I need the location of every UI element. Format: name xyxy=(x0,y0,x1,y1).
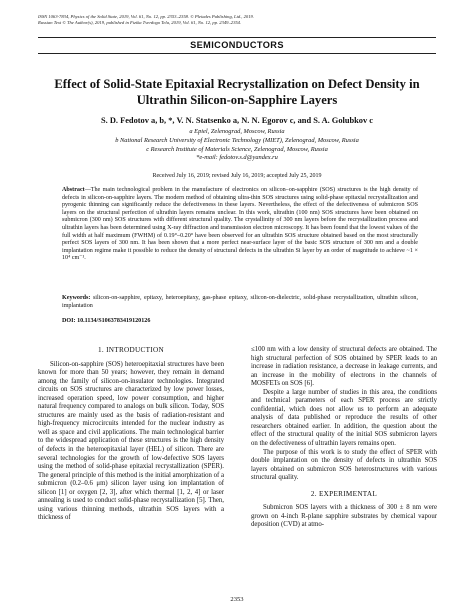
affiliation-c: c Research Institute of Materials Science, Zelenograd, Moscow, Russia xyxy=(146,145,328,153)
received-dates: Received July 16, 2019; revised July 16, 2019; accepted July 25, 2019 xyxy=(152,173,322,179)
abstract-text: —The main technological problem in the manufacture of electronics on silicon–on-sapphire (SOS) structures is the high density of defects in silicon-on-sapphire layers. The modern method of obtaining ultra-thin SOS structures using solid-phase epitaxial recrystallization and pyrogenic thinning can significantly reduce the defectiveness in these layers. Nevertheless, the effect of the defectiveness of submicron SOS layers on the structural perfection of ultrathin layers remains unclear. In this work, ultrathin (100 nm) SOS structures have been obtained on submicron (300 nm) SOS structures with different structural quality. The crystallinity of 300 nm layers before the recrystallization process and ultrathin layers has been determined using X-ray diffraction and transmission electron microscopy. It has been found that the lowest values of the full width at half maximum (FWHM) of 0.19°–0.20° have been observed for an ultrathin SOS structure obtained based on the most structurally perfect SOS layers of 300 nm. It has been shown that a more perfect near-surface layer of the basic SOS structure of 300 nm and a double implantation regime make it possible to reduce the density of structural defects in the ultrathin Si layer by an order of magnitude to achieve ~1 × 10⁴ cm⁻¹. xyxy=(62,187,418,262)
journal-header xyxy=(38,14,438,26)
abstract-label: Abstract xyxy=(62,187,85,193)
introduction-paragraph: Silicon-on-sapphire (SOS) heteroepitaxial structures have been known for more than 50 years; however, they remain in demand among the family of silicon-on-insulator technologies. Integrated circuits on SOS structures are characterized by low power losses, increased operation speed, low power consumption, and higher natural frequency compared to analogs on bulk silicon. Today, SOS structures are mainly used as the basis of radiation-resistant and high-frequency microcircuits intended for the nuclear industry as well as space and civil applications. The main technological barrier to the widespread application of these structures is the high density of defects in the heteroepitaxial layer (HEL) of silicon. There are several technologies for the growth of low-defective SOS layers using the method of solid-phase epitaxial recrystallization (SPER). The general principle of this method is the initial amorphization of a submicron (0.2–0.6 μm) silicon layer using ion implantation of silicon [1] or oxygen [2, 3], after which thermal [1, 2, 4] or laser annealing is used to conduct solid-phase recrystallization [5]. Then, using various thinning methods, ultrathin SOS layers with a thickness of xyxy=(38,360,224,522)
experimental-heading: 2. EXPERIMENTAL xyxy=(310,489,378,498)
affiliation-b: b National Research University of Electronic Technology (MIET), Zelenograd, Moscow, Russia xyxy=(115,136,359,144)
keywords xyxy=(62,295,418,310)
section-heading: SEMICONDUCTORS xyxy=(190,40,284,50)
right-column xyxy=(251,346,437,530)
introduction-paragraph-2: Despite a large number of studies in this area, the conditions and technical parameters of each SPER process are strictly confidential, which does not allow us to perform an adequate analysis of data published or reproduce the results of other researchers obtained earlier. In addition, the question about the effect of the structural quality of the initial SOS submicron layers on the defectiveness of ultrathin layers remains open. xyxy=(251,388,437,448)
journal-header-line-1: ISSN 1063-7834, Physics of the Solid State, 2019, Vol. 61, No. 12, pp. 2353–2358. © Pleiades Publishing, Ltd., 2019. xyxy=(38,14,254,19)
keywords-label: Keywords: xyxy=(62,295,91,301)
introduction-paragraph-3: The purpose of this work is to study the effect of SPER with double implantation on the density of defects in ultrathin SOS layers obtained on submicron SOS heterostructures with various structural quality. xyxy=(251,448,437,482)
experimental-paragraph: Submicron SOS layers with a thickness of 300 ± 8 nm were grown on 4-inch R-plane sapphire substrates by chemical vapour deposition (CVD) at atmo- xyxy=(251,504,437,529)
author-list: S. D. Fedotov a, b, *, V. N. Statsenko a, N. N. Egorov c, and S. A. Golubkov c xyxy=(101,116,373,125)
header-rule-bottom xyxy=(38,53,436,54)
journal-header-line-2: Russian Text © The Author(s), 2019, published in Fizika Tverdogo Tela, 2019, Vol. 61, No. 12, pp. 2349–2354. xyxy=(38,20,242,26)
contact-email: *e-mail: fedotov.s.d@yandex.ru xyxy=(196,154,278,162)
abstract xyxy=(62,187,418,263)
page-number: 2353 xyxy=(230,596,244,603)
keywords-text: silicon-on-sapphire, epitaxy, heteroepitaxy, gas-phase epitaxy, silicon-on-dielectric, solid-phase recrystallization, ultrathin silicon, implantation xyxy=(62,295,418,309)
affiliations xyxy=(38,128,436,163)
doi: DOI: 10.1134/S1063783419120126 xyxy=(62,318,151,324)
affiliation-a: a Epiel, Zelenograd, Moscow, Russia xyxy=(189,128,285,135)
left-column xyxy=(38,346,224,523)
header-rule-top xyxy=(38,37,436,38)
introduction-continuation: ≤100 nm with a low density of structural defects are obtained. The high structural perfection of SOS obtained by SPER leads to an increase in radiation resistance, a decrease in leakage currents, and an increase in the mobility of electrons in the channels of MOSFETs on SOS [6]. xyxy=(251,346,437,388)
paper-title: Effect of Solid-State Epitaxial Recrystallization on Defect Density in Ultrathin Silicon-on-Sapphire Layers xyxy=(54,77,420,107)
introduction-heading: 1. INTRODUCTION xyxy=(98,346,164,354)
